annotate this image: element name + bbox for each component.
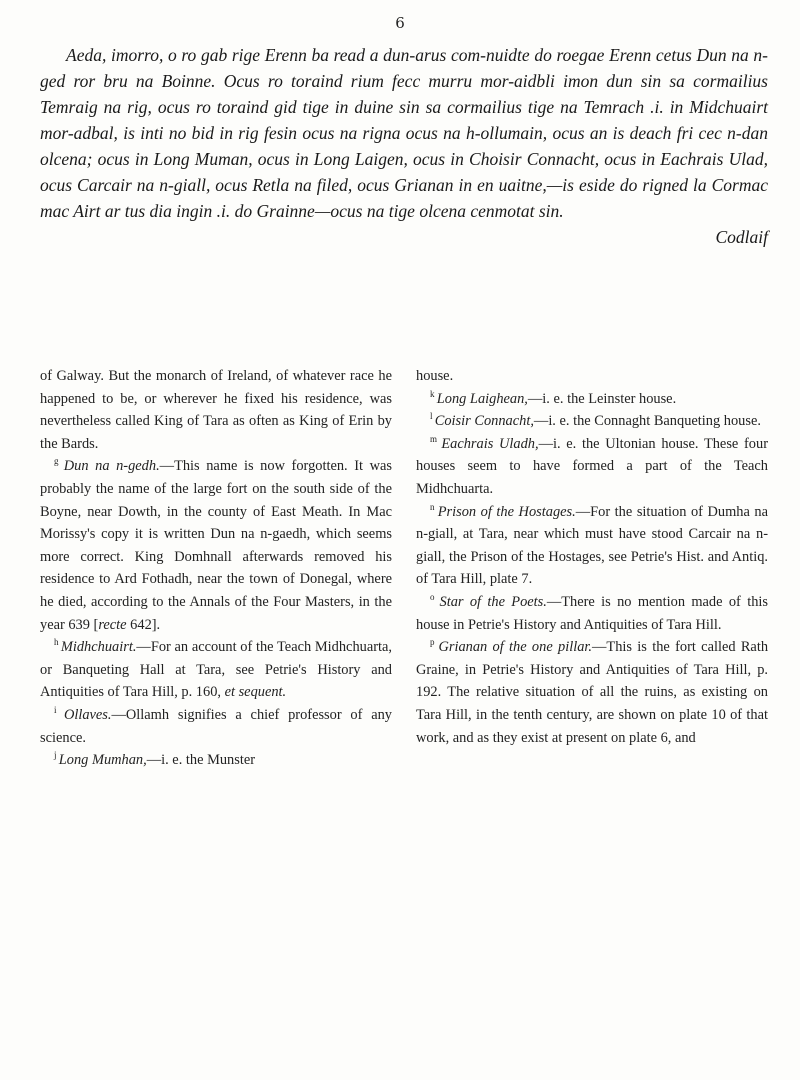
footnotes-left-column [40, 365, 392, 772]
footnote [416, 636, 768, 749]
footnote-mark: m [430, 433, 442, 444]
footnote-italic: et sequent. [224, 684, 287, 701]
footnote-text: —Ollamh signifies a chief professor of any science. [40, 706, 392, 746]
footnote [416, 591, 768, 636]
footnote [416, 433, 768, 501]
footnotes-right-column [416, 365, 768, 772]
footnote-mark: h [54, 637, 61, 648]
footnote-mark: j [54, 750, 59, 761]
footnote-text: —i. e. the Munster [146, 752, 256, 769]
footnote [416, 501, 768, 591]
footnote-text: —For an account of the Teach Midhchuarta, or Banqueting Hall at Tara, see Petrie's History and Antiquities of Tara Hill, p. 160, [40, 639, 393, 701]
footnote-text: —i. e. the Connaght Banqueting house. [533, 413, 761, 430]
footnote-label: Grianan of the one pillar. [438, 639, 593, 656]
footnote-text: house. [416, 368, 454, 384]
footnote-label: Star of the Poets. [439, 593, 547, 610]
footnotes [40, 365, 768, 772]
footnote-label: Prison of the Hostages. [437, 503, 576, 520]
footnote-mark: g [54, 456, 64, 467]
irish-text-block [40, 42, 768, 250]
footnote-tail: 642]. [126, 616, 161, 633]
footnote-mark: i [54, 705, 64, 716]
footnote-label: Long Mumhan, [58, 752, 147, 769]
footnote [40, 455, 392, 636]
footnote-label: Ollaves. [63, 706, 112, 723]
footnote-text: —i. e. the Ultonian house. These four houses seem to have formed a part of the Teach Midhchuarta. [416, 435, 768, 497]
footnote-mark: l [430, 411, 435, 422]
footnote [416, 388, 768, 411]
footnote-text: —This name is now forgotten. It was probably the name of the large fort on the south side of the Boyne, near Dowth, in the county of East Meath. In Mac Morissy's copy it is written Dun na n-gaedh, which seems more correct. King Domhnall afterwards removed his residence to Ard Fothadh, near the town of Donegal, where he died, according to the Annals of the Four Masters, in the year 639 [ [40, 458, 392, 633]
irish-paragraph: Aeda, imorro, o ro gab rige Erenn ba read a dun-arus com-nuidte do roegae Erenn cetus Dun na n-ged ror bru na Boinne. Ocus ro toraind rium fecc murru mor-aidbli imon dun sin sa cormailius Temraig na rig, ocus ro toraind gid tige in duine sin sa cormailius tige na Temrach .i. in Midchuairt mor-adbal, is inti no bid in rig fesin ocus na rigna ocus na h-ollumain, ocus an is deach fri cec n-dan olcena; ocus in Long Muman, ocus in Long Laigen, ocus in Choisir Connacht, ocus in Eachrais Ulad, ocus Carcair na n-giall, ocus Retla na filed, ocus Grianan in en uaitne,—is eside do rigned la Cormac mac Airt ar tus dia ingin .i. do Grainne—ocus na tige olcena cenmotat sin. [40, 45, 768, 221]
footnote-label: Dun na n-gedh. [63, 458, 160, 475]
footnote-italic: recte [98, 616, 127, 633]
footnote-text: of Galway. But the monarch of Ireland, of whatever race he happened to be, or wherever he fixed his residence, was nevertheless called King of Tara as often as King of Erin by the Bards. [40, 368, 392, 452]
footnote-label: Coisir Connacht, [434, 413, 534, 430]
footnote-text: —For the situation of Dumha na n-giall, at Tara, near which must have stood Carcair na n-giall, the Prison of the Hostages, see Petrie's Hist. and Antiq. of Tara Hill, plate 7. [416, 503, 769, 588]
footnote-mark: k [430, 388, 437, 399]
page-number: 6 [395, 14, 405, 32]
footnote [40, 636, 392, 704]
footnote [40, 704, 392, 749]
catchword: Codlaif [715, 227, 768, 247]
footnote-mark: n [430, 501, 438, 512]
footnote-mark: o [430, 592, 440, 603]
footnote-continuation [416, 365, 768, 388]
footnote-mark: p [430, 637, 439, 648]
footnote-continuation [40, 365, 392, 455]
footnote-label: Midhchuairt. [60, 639, 137, 656]
footnote-label: Eachrais Uladh, [441, 435, 539, 452]
footnote [40, 749, 392, 772]
footnote-text: —This is the fort called Rath Graine, in Petrie's History and Antiquities of Tara Hill, p. 192. The relative situation of all the ruins, as existing on Tara Hill, in the tenth century, are shown on plate 10 of that work, and as they exist at present on plate 6, and [416, 639, 769, 746]
footnote [416, 410, 768, 433]
footnote-label: Long Laighean, [436, 390, 528, 407]
footnote-text: —There is no mention made of this house in Petrie's History and Antiquities of Tara Hill. [416, 593, 768, 633]
footnote-text: —i. e. the Leinster house. [527, 390, 677, 407]
